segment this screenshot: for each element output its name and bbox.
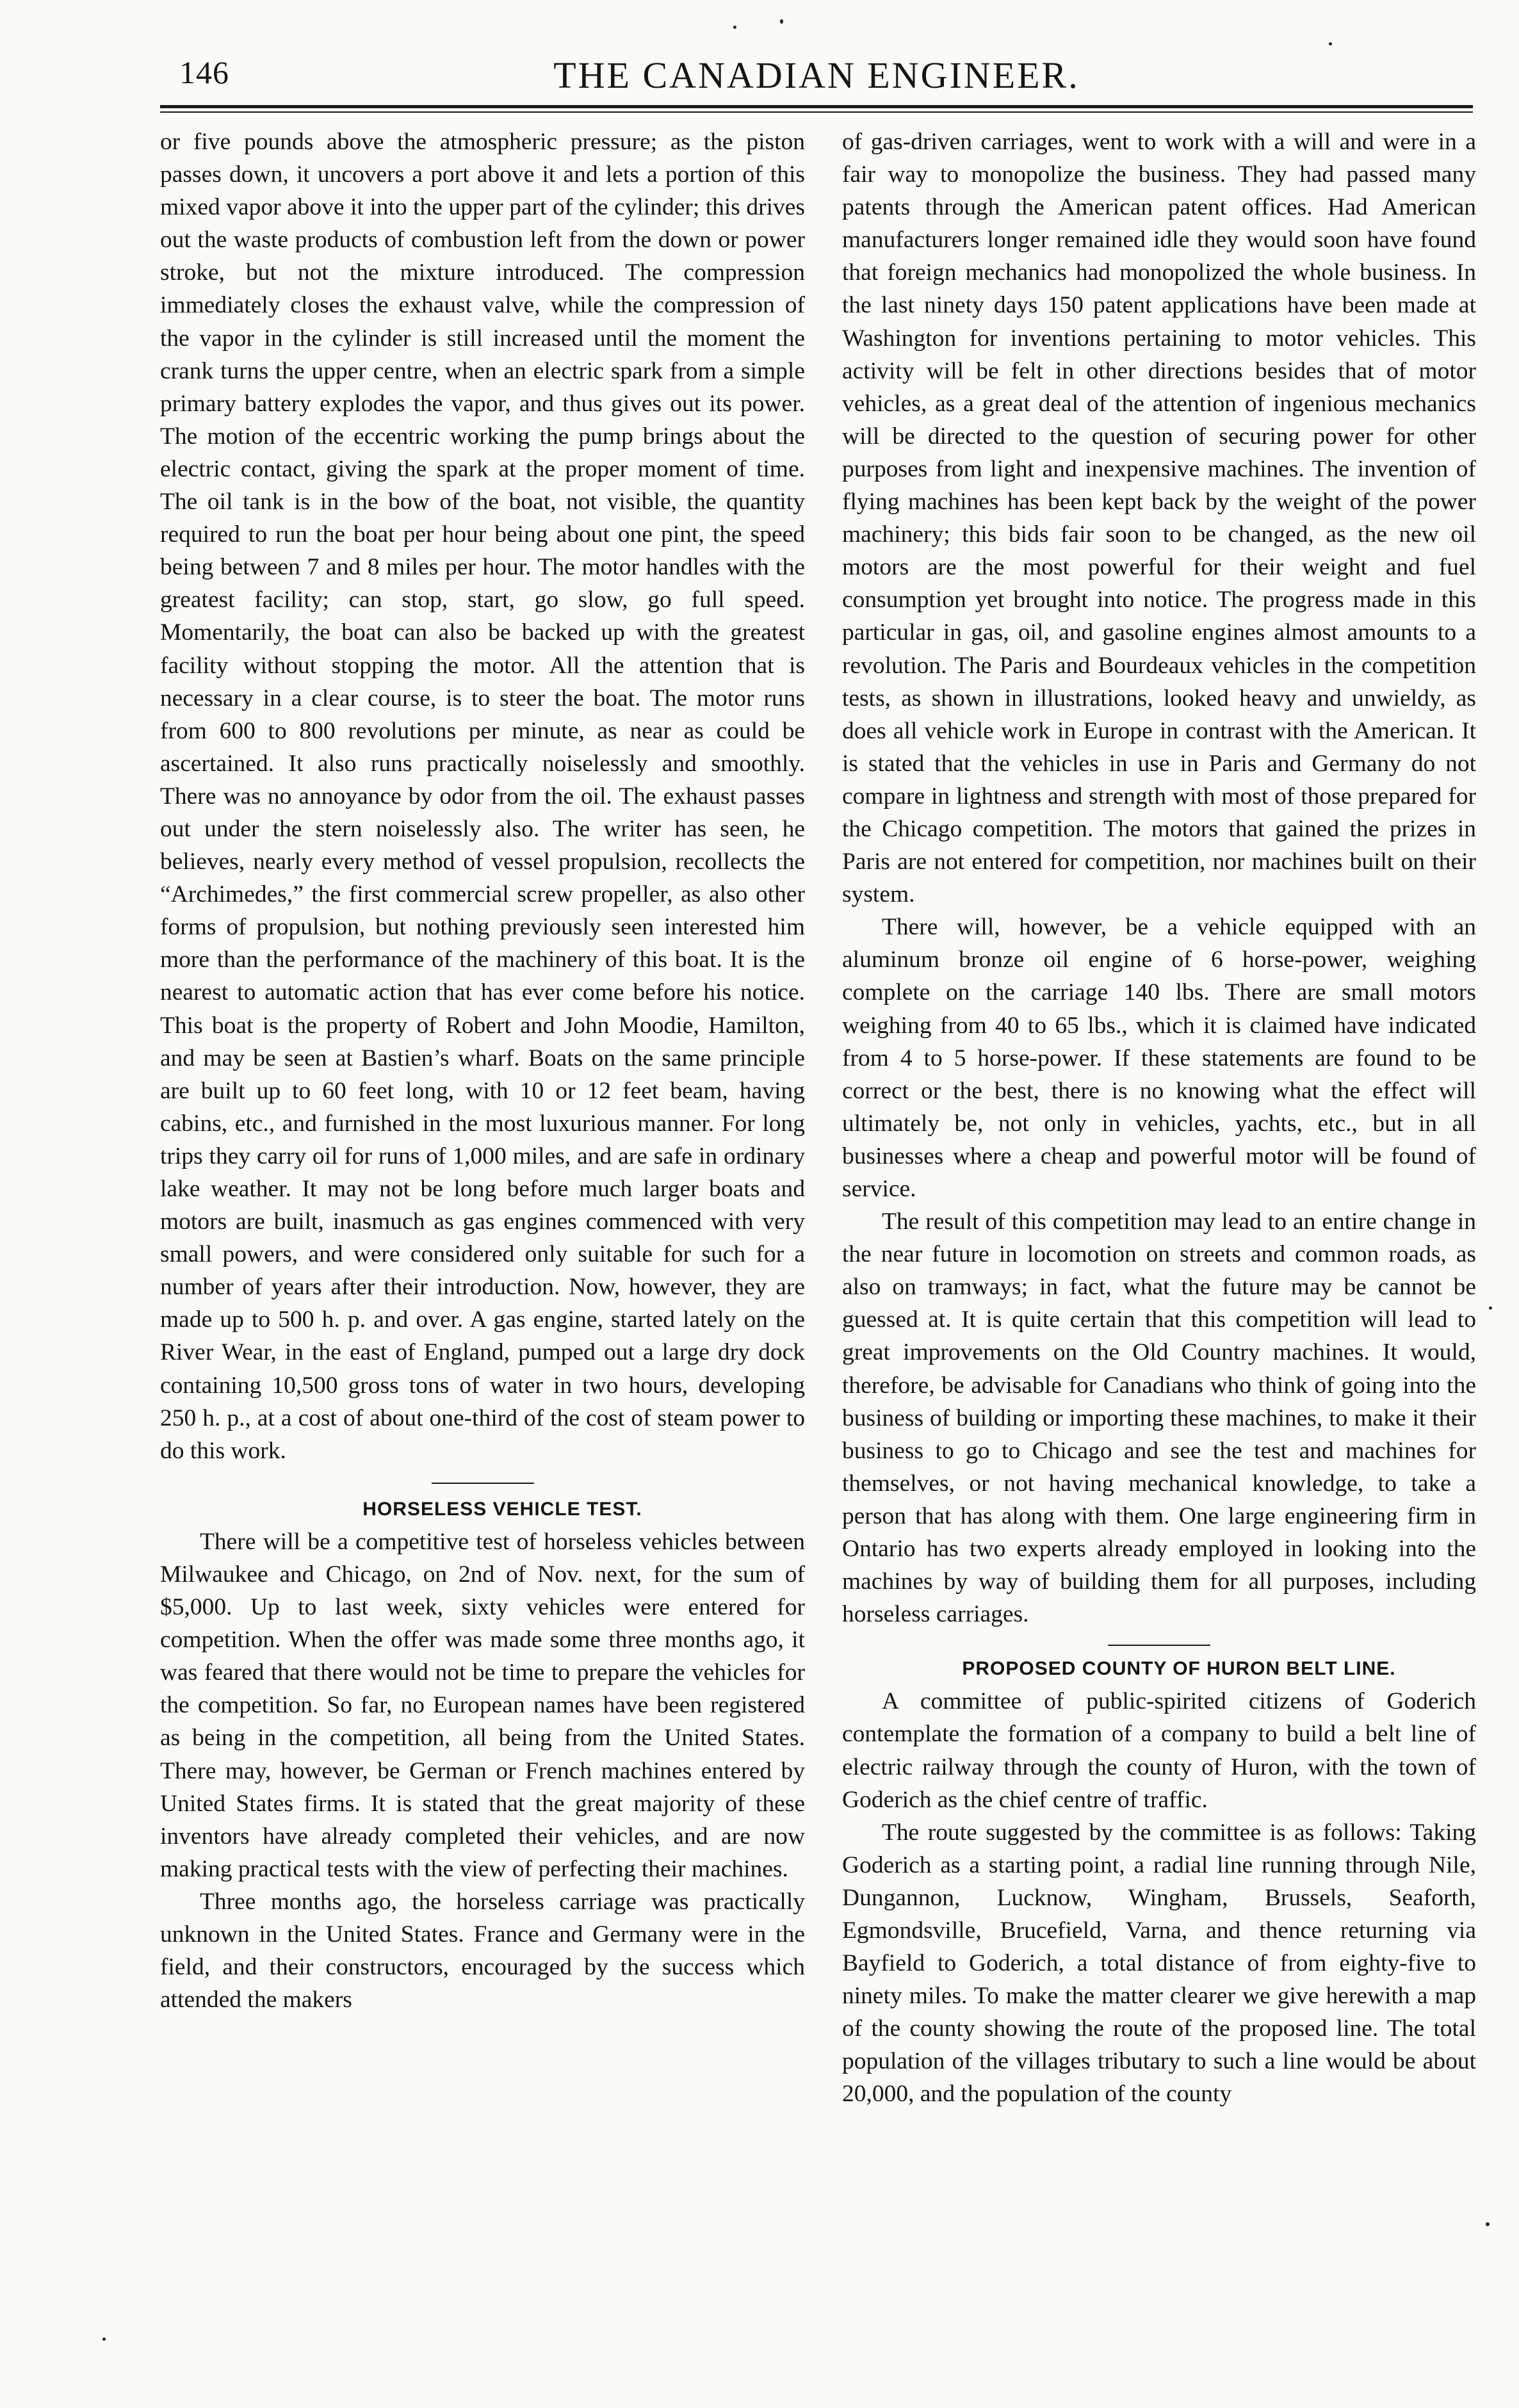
scan-speck <box>733 26 736 29</box>
left-column <box>160 126 805 2016</box>
article-paragraph: The result of this competition may lead to an entire change in the near future in locomotion on streets and common roads, as also on tramways; in fact, what the future may be cannot be guessed at. It is quite certain that this competition will lead to great improvements on the Old Country machines. It would, therefore, be advisable for Canadians who think of going into the business of building or importing these machines, to make it their business to go to Chicago and see the test and machines for themselves, or not having mechanical knowledge, to take a person that has along with them. One large engineering firm in Ontario has two experts already employed in looking into the machines by way of building them for all purposes, including horseless carriages. <box>842 1208 1476 1628</box>
page-number: 146 <box>179 54 229 90</box>
article-paragraph: The route suggested by the committee is as follows: Taking Goderich as a starting point, a radial line running through Nile, Dungannon, Lucknow, Wingham, Brussels, Seaforth, Egmondsville, Brucefield, Varna, and thence returning via Bayfield to Goderich, a total distance of from eighty-five to ninety miles. To make the matter clearer we give herewith a map of the county showing the route of the proposed line. The total population of the villages tributary to such a line would be about 20,000, and the population of the county <box>842 1819 1476 2108</box>
scan-speck <box>1329 42 1332 45</box>
header-rule-thin <box>160 111 1473 113</box>
section-heading: PROPOSED COUNTY OF HURON BELT LINE. <box>962 1658 1396 1680</box>
section-divider <box>432 1483 534 1484</box>
scan-speck <box>102 2338 106 2341</box>
scan-speck <box>1489 1306 1492 1310</box>
article-paragraph: or five pounds above the atmospheric pressure; as the piston passes down, it uncovers a port above it and lets a portion of this mixed vapor above it into the upper part of the cylinder; this drives out the waste products of combustion left from the down or power stroke, but not the mixture introduced. The compression immediately closes the exhaust valve, while the compression of the vapor in the cylinder is still increased until the moment the crank turns the upper centre, when an electric spark from a simple primary battery explodes the vapor, and thus gives out its power. The motion of the eccentric working the pump brings about the electric contact, giving the spark at the proper moment of time. The oil tank is in the bow of the boat, not visible, the quantity required to run the boat per hour being about one pint, the speed being between 7 and 8 miles per hour. The motor handles with the greatest facility; can stop, start, go slow, go full speed. Momentarily, the boat can also be backed up with the greatest facility without stopping the motor. All the attention that is necessary in a clear course, is to steer the boat. The motor runs from 600 to 800 revolutions per minute, as near as could be ascertained. It also runs practically noiselessly and smoothly. There was no annoyance by odor from the oil. The exhaust passes out under the stern noiselessly also. The writer has seen, he believes, nearly every method of vessel propulsion, recollects the “Archimedes,” the first commercial screw propeller, as also other forms of propulsion, but nothing previously seen interested him more than the performance of the machinery of this boat. It is the nearest to automatic action that has ever come before his notice. This boat is the property of Robert and John Moodie, Hamilton, and may be seen at Bastien’s wharf. Boats on the same principle are built up to 60 feet long, with 10 or 12 feet beam, having cabins, etc., and furnished in the most luxurious manner. For long trips they carry oil for runs of 1,000 miles, and are safe in ordinary lake weather. It may not be long before much larger boats and motors are built, inasmuch as gas engines commenced with very small powers, and were considered only suitable for such for a number of years after their introduction. Now, however, they are made up to 500 h. p. and over. A gas engine, started lately on the River Wear, in the east of England, pumped out a large dry dock containing 10,500 gross tons of water in two hours, developing 250 h. p., at a cost of about one-third of the cost of steam power to do this work. <box>160 129 805 1464</box>
right-column <box>842 126 1476 2111</box>
header-rule <box>160 105 1473 108</box>
article-paragraph: A committee of public-spirited citizens of Goderich contemplate the formation of a company to build a belt line of electric railway through the county of Huron, with the town of Goderich as the chief centre of traffic. <box>842 1688 1476 1813</box>
article-paragraph: Three months ago, the horseless carriage was practically unknown in the United States. France and Germany were in the field, and their constructors, encouraged by the success which attended the makers <box>160 1888 805 2013</box>
article-paragraph: of gas-driven carriages, went to work with a will and were in a fair way to monopolize the business. They had passed many patents through the American patent offices. Had American manufacturers longer remained idle they would soon have found that foreign mechanics had monopolized the whole business. In the last ninety days 150 patent applications have been made at Washington for inventions pertaining to motor vehicles. This activity will be felt in other directions besides that of motor vehicles, as a great deal of the attention of ingenious mechanics will be directed to the question of securing power for other purposes from light and inexpensive machines. The invention of flying machines has been kept back by the weight of the power machinery; this bids fair soon to be changed, as the new oil motors are the most powerful for their weight and fuel consumption yet brought into notice. The progress made in this particular in gas, oil, and gasoline engines almost amounts to a revolution. The Paris and Bourdeaux vehicles in the competition tests, as shown in illustrations, looked heavy and unwieldy, as does all vehicle work in Europe in contrast with the American. It is stated that the vehicles in use in Paris and Germany do not compare in lightness and strength with most of those prepared for the Chicago competition. The motors that gained the prizes in Paris are not entered for competition, nor machines built on their system. <box>842 129 1476 908</box>
article-paragraph: There will be a competitive test of horseless vehicles between Milwaukee and Chicago, on 2nd of Nov. next, for the sum of $5,000. Up to last week, sixty vehicles were entered for competition. When the offer was made some three months ago, it was feared that there would not be time to prepare the vehicles for the competition. So far, no European names have been registered as being in the competition, all being from the United States. There may, however, be German or French machines entered by United States firms. It is stated that the great majority of these inventors have already completed their vehicles, and are now making practical tests with the view of perfecting their machines. <box>160 1528 805 1882</box>
page-header <box>160 54 1473 99</box>
section-heading: HORSELESS VEHICLE TEST. <box>362 1498 642 1520</box>
scan-speck <box>1486 2222 1490 2226</box>
article-paragraph: There will, however, be a vehicle equipped with an aluminum bronze oil engine of 6 horse-power, weighing complete on the carriage 140 lbs. There are small motors weighing from 40 to 65 lbs., which it is claimed have indicated from 4 to 5 horse-power. If these statements are found to be correct or the best, there is no knowing what the effect will ultimately be, not only in vehicles, yachts, etc., but in all businesses where a cheap and powerful motor will be found of service. <box>842 914 1476 1202</box>
running-title: THE CANADIAN ENGINEER. <box>553 54 1080 96</box>
section-divider <box>1108 1645 1210 1646</box>
scan-speck <box>780 19 783 24</box>
